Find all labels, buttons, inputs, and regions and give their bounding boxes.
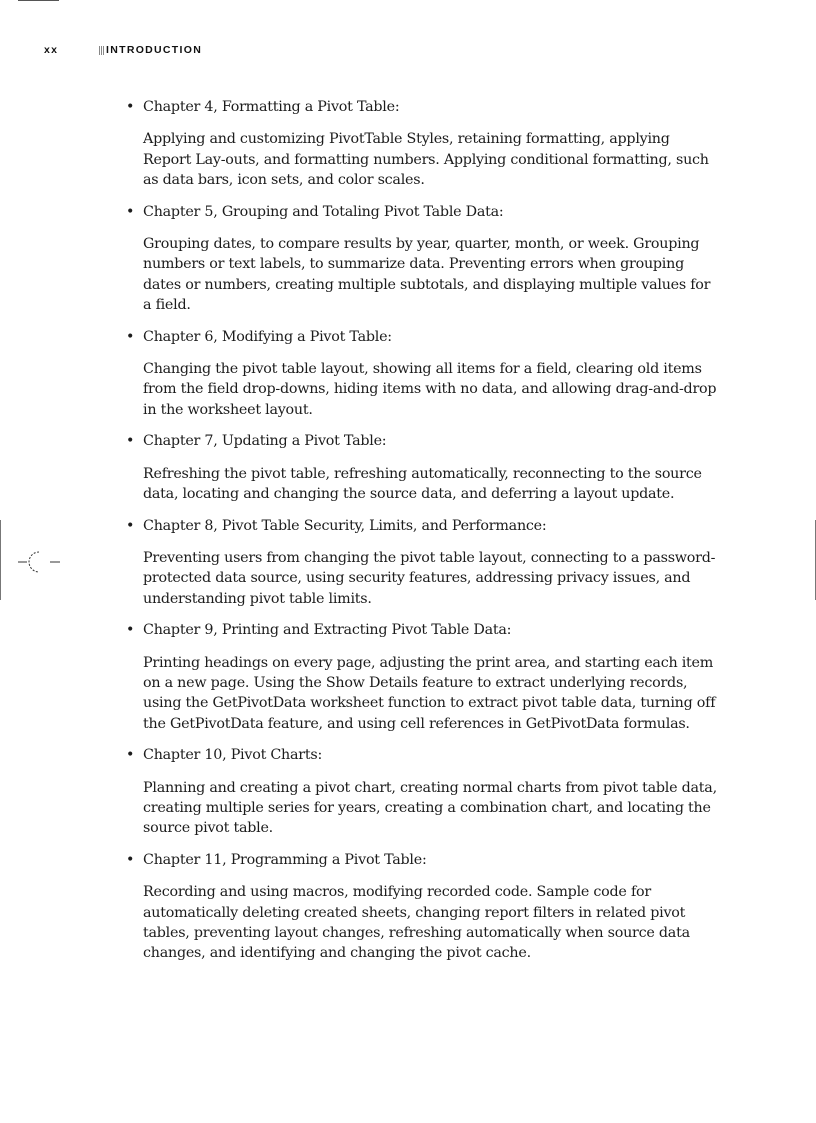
top-crop-rule — [18, 0, 59, 1]
bullet-icon: • — [126, 203, 135, 220]
list-item-chapter-6 — [122, 327, 722, 421]
list-item-chapter-9 — [122, 620, 722, 734]
chapter-title: • Chapter 10, Pivot Charts: — [122, 745, 722, 765]
bullet-icon: • — [126, 851, 135, 868]
bullet-icon: • — [126, 99, 135, 115]
chapter-title: • Chapter 6, Modifying a Pivot Table: — [122, 327, 722, 347]
chapter-description: Refreshing the pivot table, refreshing automatically, reconnecting to the source data, locating and changing the source data, and deferring a layout update. — [143, 465, 702, 503]
chapter-title: • Chapter 8, Pivot Table Security, Limits, and Performance: — [122, 516, 722, 536]
bullet-icon: • — [126, 622, 135, 639]
list-item-chapter-7 — [122, 431, 722, 504]
list-item-chapter-4 — [122, 97, 722, 191]
page-header — [44, 44, 756, 58]
list-item-chapter-10 — [122, 745, 722, 839]
chapter-description: Planning and creating a pivot chart, creating normal charts from pivot table data, creating multiple series for years, creating a combination chart, and locating the source pivot table. — [143, 779, 717, 837]
left-margin-line — [0, 520, 1, 600]
chapter-description: Printing headings on every page, adjusting the print area, and starting each item on a new page. Using the Show Details feature to extract underlying records, using the GetPivotData worksheet function to extract pivot table data, turning off the GetPivotData feature, and using cell references in GetPivotData formulas. — [143, 654, 716, 732]
chapter-title: • Chapter 5, Grouping and Totaling Pivot Table Data: — [122, 202, 722, 222]
chapter-description: Recording and using macros, modifying recorded code. Sample code for automatically deleting created sheets, changing report filters in related pivot tables, preventing layout changes, refreshing automatically when source data changes, and identifying and changing the pivot cache. — [143, 884, 690, 962]
chapter-list — [122, 97, 722, 975]
running-head — [99, 44, 202, 56]
running-head-mark-icon — [99, 46, 105, 55]
chapter-description: Applying and customizing PivotTable Styles, retaining formatting, applying Report Lay-outs, and formatting numbers. Applying conditional formatting, such as data bars, icon sets, and color scales. — [143, 131, 709, 189]
registration-mark-icon — [18, 549, 60, 575]
bullet-icon: • — [126, 328, 135, 345]
bullet-icon: • — [126, 517, 135, 534]
chapter-title: • Chapter 4, Formatting a Pivot Table: — [122, 97, 722, 117]
list-item-chapter-11 — [122, 850, 722, 964]
page-number: xx — [44, 44, 59, 56]
chapter-description: Changing the pivot table layout, showing all items for a field, clearing old items from the field drop-downs, hiding items with no data, and allowing drag-and-drop in the worksheet layout. — [143, 361, 717, 418]
bullet-icon: • — [126, 433, 135, 450]
chapter-title: • Chapter 9, Printing and Extracting Pivot Table Data: — [122, 620, 722, 640]
running-head-title: INTRODUCTION — [106, 44, 203, 56]
chapter-description: Preventing users from changing the pivot table layout, connecting to a password-protected data source, using security features, addressing privacy issues, and understanding pivot table limits. — [143, 549, 716, 607]
chapter-description: Grouping dates, to compare results by year, quarter, month, or week. Grouping numbers or text labels, to summarize data. Preventing errors when grouping dates or numbers, creating multiple subtotals, and displaying multiple values for a field. — [143, 236, 711, 314]
bullet-icon: • — [126, 747, 135, 764]
chapter-title: • Chapter 11, Programming a Pivot Table: — [122, 850, 722, 870]
list-item-chapter-8 — [122, 516, 722, 610]
chapter-title: • Chapter 7, Updating a Pivot Table: — [122, 431, 722, 451]
list-item-chapter-5 — [122, 202, 722, 316]
